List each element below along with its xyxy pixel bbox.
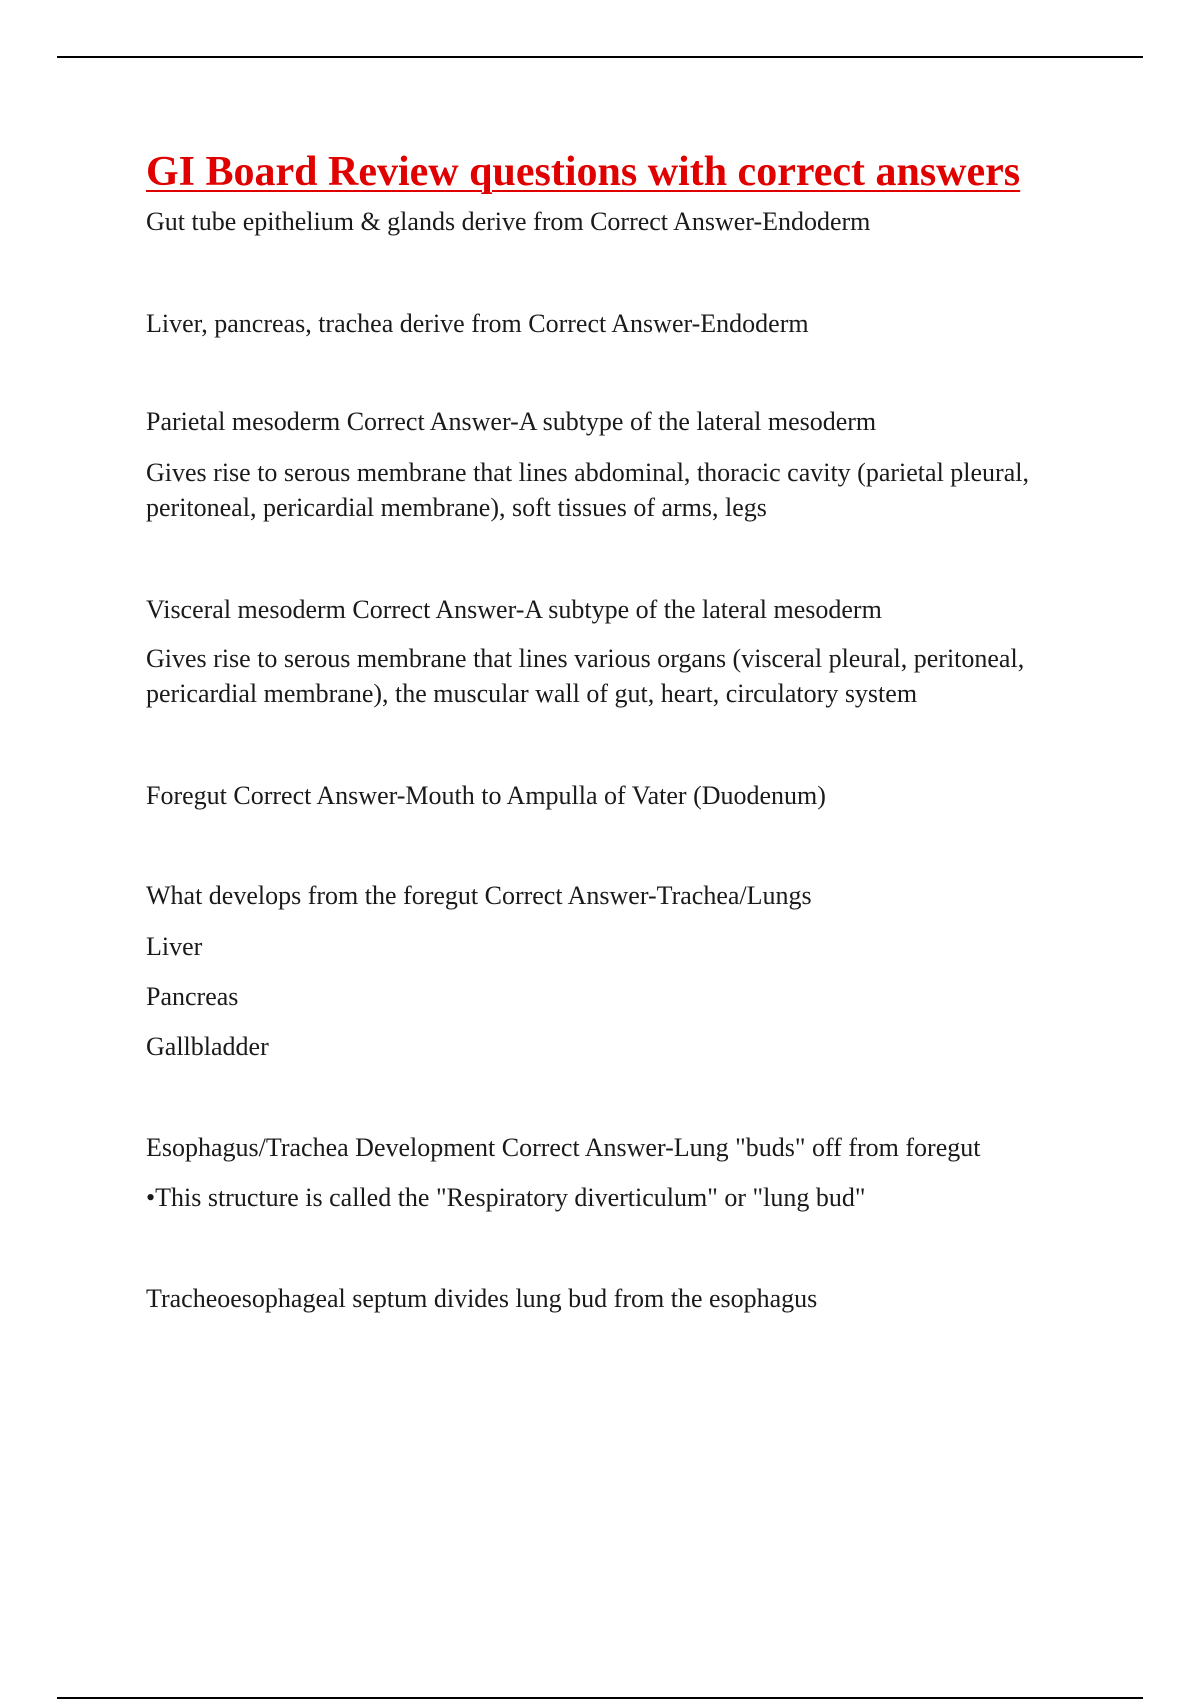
header-rule: [57, 56, 1143, 58]
qa-line: Gives rise to serous membrane that lines abdominal, thoracic cavity (parietal pleural, peritoneal, pericardial membrane), soft tissues of arms, legs: [146, 458, 1029, 522]
qa-line: Pancreas: [146, 982, 239, 1011]
footer-rule: [57, 1697, 1143, 1699]
qa-block-liver-pancreas: [146, 306, 1076, 341]
qa-block-visceral-mesoderm: [146, 592, 1076, 711]
qa-line: Foregut Correct Answer-Mouth to Ampulla of Vater (Duodenum): [146, 781, 826, 810]
qa-line: Visceral mesoderm Correct Answer-A subtype of the lateral mesoderm: [146, 595, 882, 624]
qa-line: Gallbladder: [146, 1032, 269, 1061]
qa-line: Parietal mesoderm Correct Answer-A subtype of the lateral mesoderm: [146, 407, 877, 436]
qa-line: Gives rise to serous membrane that lines various organs (visceral pleural, peritoneal, pericardial membrane), the muscular wall of gut, heart, circulatory system: [146, 644, 1025, 708]
qa-block-foregut-derivatives: [146, 878, 1076, 1064]
qa-line: Liver: [146, 932, 203, 961]
qa-block-foregut: [146, 778, 1076, 813]
qa-line: Liver, pancreas, trachea derive from Correct Answer-Endoderm: [146, 309, 809, 338]
document-title: GI Board Review questions with correct answers: [146, 149, 1021, 195]
qa-line: What develops from the foregut Correct Answer-Trachea/Lungs: [146, 881, 812, 910]
qa-line: Gut tube epithelium & glands derive from Correct Answer-Endoderm: [146, 207, 871, 236]
qa-block-parietal-mesoderm: [146, 404, 1076, 525]
document-body: [146, 142, 1076, 1316]
qa-block-gut-tube: [146, 204, 1076, 239]
qa-line: •This structure is called the "Respiratory diverticulum" or "lung bud": [146, 1183, 866, 1212]
qa-line: Tracheoesophageal septum divides lung bud from the esophagus: [146, 1284, 818, 1313]
qa-block-tracheoesophageal-septum: [146, 1281, 1076, 1316]
qa-line: Esophagus/Trachea Development Correct Answer-Lung "buds" off from foregut: [146, 1133, 981, 1162]
qa-block-esophagus-trachea: [146, 1130, 1076, 1215]
